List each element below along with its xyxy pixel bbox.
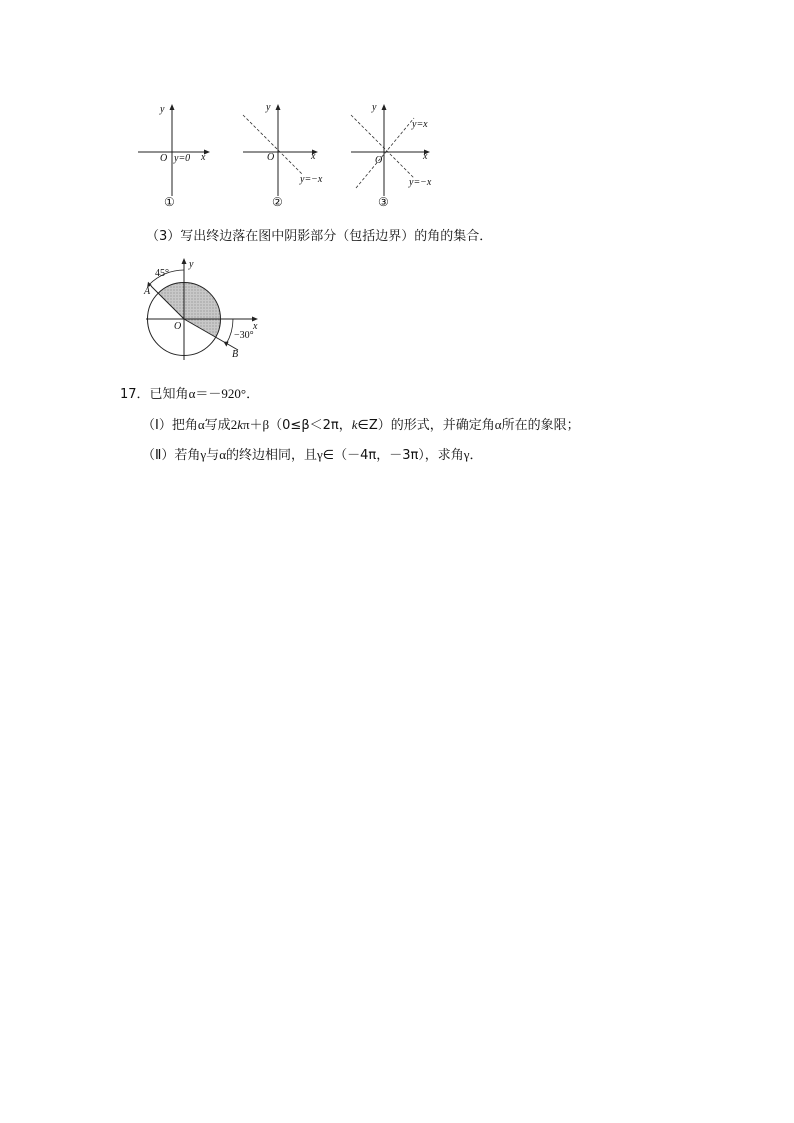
figure-caption: ① <box>164 195 175 209</box>
figure-caption: ③ <box>378 195 389 209</box>
part-2-text-c: 的终边相同，且 <box>226 448 318 463</box>
question-number: 17． <box>120 387 150 402</box>
line-label: y=0 <box>174 153 191 164</box>
condition-a: （0≤β＜2π， <box>269 418 352 433</box>
part-1-text-c: 的形式，并确定角 <box>390 418 495 433</box>
point-b-label: B <box>232 349 239 360</box>
alpha-symbol: α <box>188 386 196 401</box>
part-1-text-b: 写成 <box>204 418 231 433</box>
x-axis-label: x <box>253 321 258 332</box>
arc-neg-30-degrees <box>226 319 233 344</box>
dashed-line-y-neg-x <box>243 115 303 175</box>
line-label-y-neg-x: y=−x <box>409 177 432 188</box>
angle-value: －920° <box>208 386 247 401</box>
figure-3 <box>346 100 441 212</box>
line-label-y-x: y=x <box>412 119 428 130</box>
condition-b: ∈Z） <box>357 418 391 433</box>
y-axis-arrow <box>276 104 281 110</box>
figure-2-graph <box>238 100 328 212</box>
formula-rest: π＋β <box>242 417 270 432</box>
y-axis-label: y <box>189 259 194 270</box>
part-3-period: ． <box>479 229 493 244</box>
shaded-sector <box>158 282 220 337</box>
part-1-label: （Ⅰ） <box>142 418 172 433</box>
gamma-symbol-2: γ <box>317 447 323 462</box>
equals-sign: ＝ <box>195 387 209 402</box>
y-axis-arrow <box>182 258 187 264</box>
question-17-stem <box>120 386 259 403</box>
x-axis-label: x <box>201 152 206 163</box>
origin-label: O <box>267 152 275 163</box>
part-1-text-d: 所在的象限； <box>501 418 580 433</box>
part-2-period: ． <box>469 448 483 463</box>
origin-label: O <box>375 155 383 166</box>
angle-neg-30-label: −30° <box>234 330 254 341</box>
figure-2 <box>238 100 328 212</box>
figure-caption: ② <box>272 195 283 209</box>
part-2-label: （Ⅱ） <box>142 448 175 463</box>
part-3-text: （3）写出终边落在图中阴影部分（包括边界）的角的集合 <box>146 229 480 244</box>
question-17-part-2 <box>142 447 483 464</box>
y-axis-label: y <box>372 102 377 113</box>
question-17-part-1 <box>142 417 580 434</box>
circle-figure <box>140 256 270 362</box>
part-2-text-a: 若角 <box>174 448 201 463</box>
origin-label: O <box>174 321 182 332</box>
circle-graph <box>140 256 270 362</box>
part-2-text-b: 与 <box>206 448 220 463</box>
part-2-text-d: ∈（－4π，－3π），求角 <box>322 448 464 463</box>
formula-k: k <box>237 417 243 432</box>
part-1-text-a: 把角 <box>171 418 198 433</box>
formula-coefficient: 2 <box>230 417 238 432</box>
dashed-line-y-neg-x <box>351 115 414 178</box>
part-3-question <box>146 229 492 245</box>
alpha-symbol: α <box>197 417 205 432</box>
condition-k: k <box>351 417 358 432</box>
x-axis-label: x <box>311 151 316 162</box>
stem-period: ． <box>246 387 260 402</box>
y-axis-arrow <box>170 104 175 110</box>
figure-1-graph <box>130 100 220 212</box>
y-axis-label: y <box>160 104 165 115</box>
line-label: y=−x <box>300 174 323 185</box>
y-axis-label: y <box>266 102 271 113</box>
alpha-symbol: α <box>219 447 226 462</box>
angle-45-label: 45° <box>155 268 169 279</box>
gamma-symbol-3: γ <box>463 447 470 462</box>
figure-3-graph <box>346 100 441 212</box>
origin-label: O <box>160 153 168 164</box>
x-axis-label: x <box>423 151 428 162</box>
gamma-symbol: γ <box>200 447 207 462</box>
figure-1 <box>130 100 220 212</box>
point-a-label: A <box>144 286 151 297</box>
alpha-symbol-2: α <box>494 417 502 432</box>
stem-text: 已知角 <box>149 387 189 402</box>
dashed-line-y-x <box>356 118 414 188</box>
y-axis-arrow <box>382 104 387 110</box>
